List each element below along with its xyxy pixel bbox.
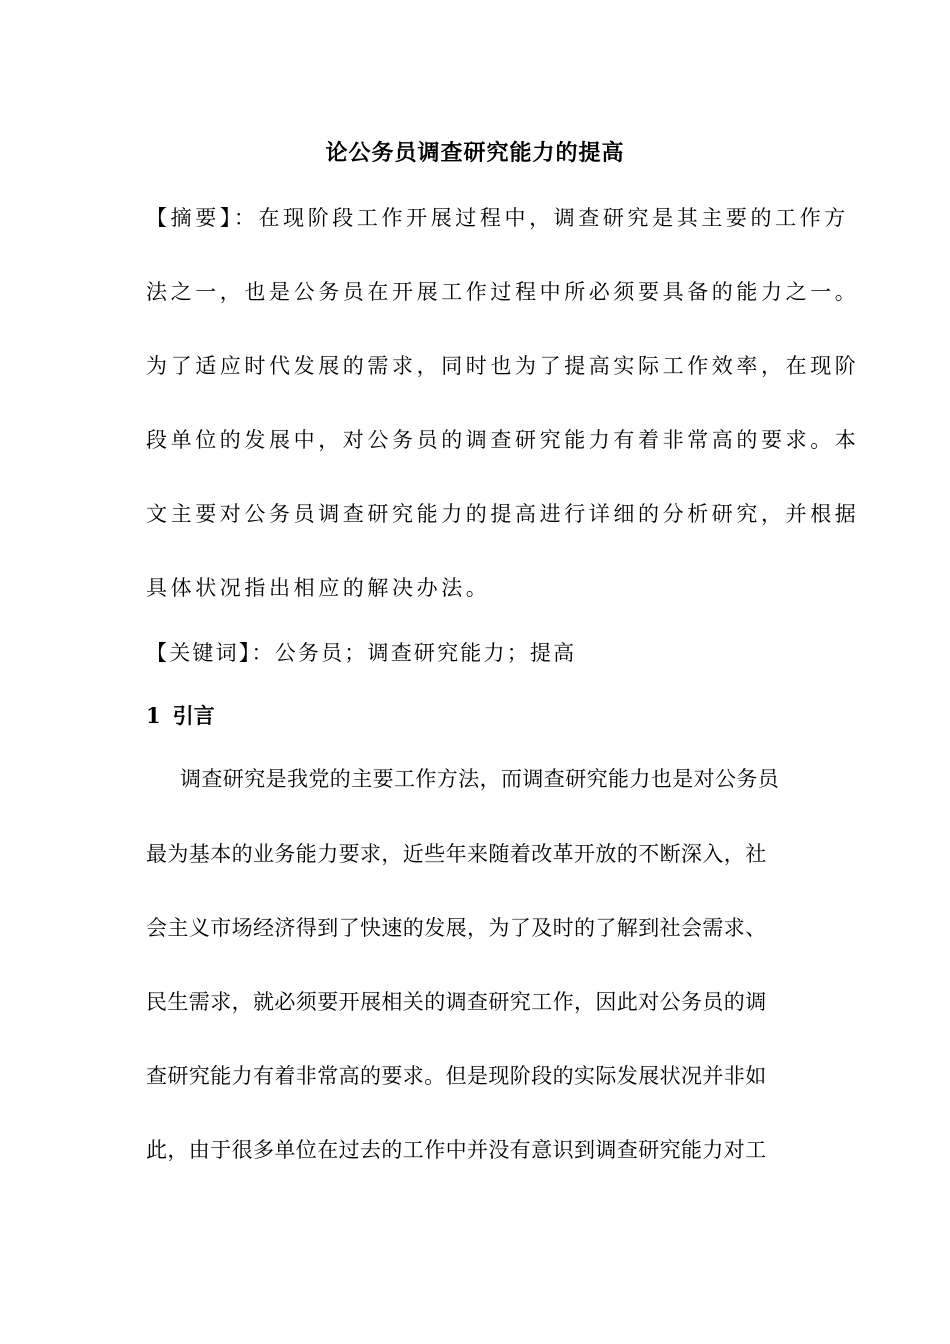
abstract-line: 段单位的发展中，对公务员的调查研究能力有着非常高的要求。本 xyxy=(146,428,860,452)
section-number: 1 xyxy=(146,703,161,728)
abstract-line: 具体状况指出相应的解决办法。 xyxy=(146,576,491,600)
document-title: 论公务员调查研究能力的提高 xyxy=(325,140,625,166)
keywords-line: 【关键词】：公务员；调查研究能力；提高 xyxy=(146,641,577,665)
abstract-line: 法之一，也是公务员在开展工作过程中所必须要具备的能力之一。 xyxy=(146,280,860,304)
body-line: 调查研究是我党的主要工作方法，而调查研究能力也是对公务员 xyxy=(180,767,780,791)
abstract-line: 【摘要】：在现阶段工作开展过程中，调查研究是其主要的工作方 xyxy=(146,206,849,230)
body-line: 最为基本的业务能力要求，近些年来随着改革开放的不断深入，社 xyxy=(146,842,767,866)
section-title: 引言 xyxy=(172,703,215,728)
body-line: 会主义市场经济得到了快速的发展，为了及时的了解到社会需求、 xyxy=(146,916,767,940)
abstract-line: 文主要对公务员调查研究能力的提高进行详细的分析研究，并根据 xyxy=(146,502,860,526)
body-line: 民生需求，就必须要开展相关的调查研究工作，因此对公务员的调 xyxy=(146,990,767,1014)
body-line: 查研究能力有着非常高的要求。但是现阶段的实际发展状况并非如 xyxy=(146,1064,767,1088)
section-heading xyxy=(146,700,806,730)
body-line: 此，由于很多单位在过去的工作中并没有意识到调查研究能力对工 xyxy=(146,1138,767,1162)
abstract-line: 为了适应时代发展的需求，同时也为了提高实际工作效率，在现阶 xyxy=(146,354,860,378)
